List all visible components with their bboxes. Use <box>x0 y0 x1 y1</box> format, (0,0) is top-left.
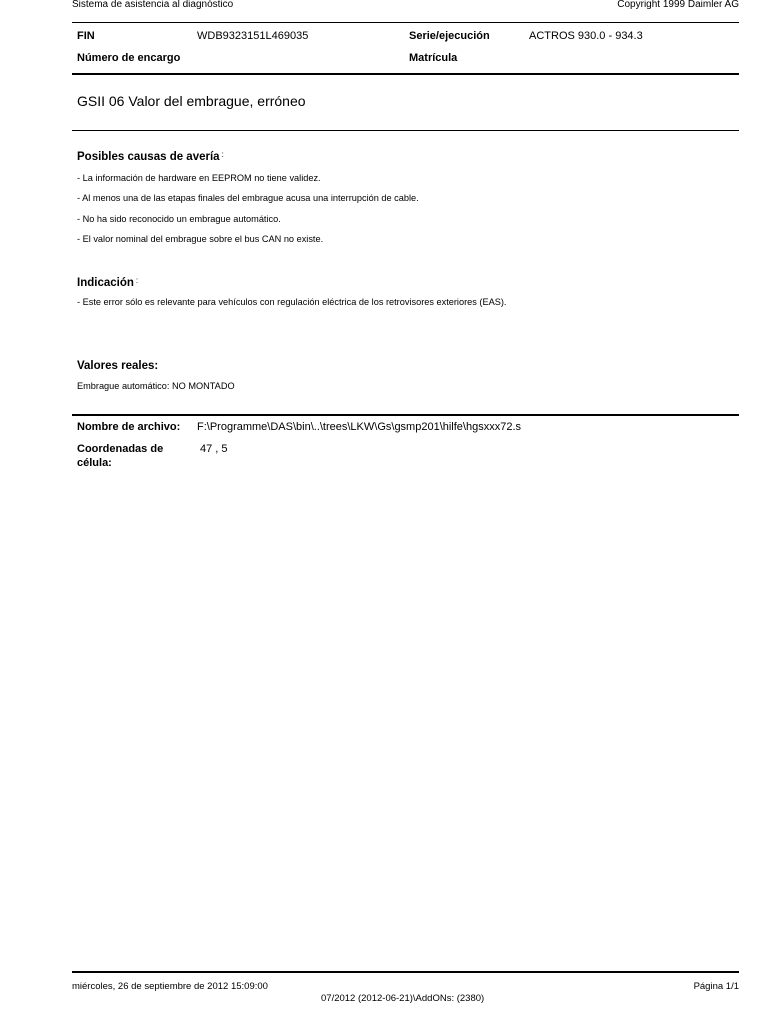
cell-coords-label-line2: célula: <box>77 457 112 469</box>
file-name-value: F:\Programme\DAS\bin\..\trees\LKW\Gs\gsmp201\hilfe\hgsxxx72.s <box>197 421 522 433</box>
file-info-divider <box>72 414 739 416</box>
title-divider <box>72 130 739 131</box>
print-datetime: miércoles, 26 de septiembre de 2012 15:09:00 <box>72 981 268 992</box>
series-label: Serie/ejecución <box>409 30 490 42</box>
fault-title: GSII 06 Valor del embrague, erróneo <box>77 93 306 109</box>
cell-coords-value: 47 , 5 <box>200 443 228 455</box>
fin-label: FIN <box>77 30 95 42</box>
indication-heading-text: Indicación <box>77 277 134 289</box>
system-name: Sistema de asistencia al diagnóstico <box>72 0 234 10</box>
series-value: ACTROS 930.0 - 934.3 <box>529 30 643 42</box>
causes-heading-colon: : <box>221 150 224 159</box>
indication-heading-colon: : <box>135 276 139 285</box>
vehicle-info-divider <box>72 73 739 75</box>
indication-heading <box>77 276 138 289</box>
causes-heading <box>77 150 224 163</box>
cause-item: - La información de hardware en EEPROM no tiene validez. <box>77 173 321 183</box>
version-info: 07/2012 (2012-06-21)\AddONs: (2380) <box>321 993 485 1004</box>
header-divider <box>72 22 739 23</box>
cause-item: - Al menos una de las etapas finales del embrague acusa una interrupción de cable. <box>77 193 419 203</box>
cause-item: - No ha sido reconocido un embrague automático. <box>77 214 281 224</box>
copyright-notice: Copyright 1999 Daimler AG <box>617 0 739 10</box>
actual-value-line: Embrague automático: NO MONTADO <box>77 381 235 391</box>
footer-divider <box>72 971 739 973</box>
cell-coords-label-line1: Coordenadas de <box>77 443 164 455</box>
license-plate-label: Matrícula <box>409 52 458 64</box>
indication-item: - Este error sólo es relevante para vehículos con regulación eléctrica de los retrovisores exteriores (EAS). <box>77 297 507 307</box>
fin-value: WDB9323151L469035 <box>197 30 309 42</box>
file-name-label: Nombre de archivo: <box>77 421 181 433</box>
order-number-label: Número de encargo <box>77 52 181 64</box>
actual-values-heading: Valores reales: <box>77 360 159 372</box>
page-number: Página 1/1 <box>693 981 739 992</box>
cause-item: - El valor nominal del embrague sobre el bus CAN no existe. <box>77 234 324 244</box>
causes-heading-text: Posibles causas de avería <box>77 151 220 163</box>
